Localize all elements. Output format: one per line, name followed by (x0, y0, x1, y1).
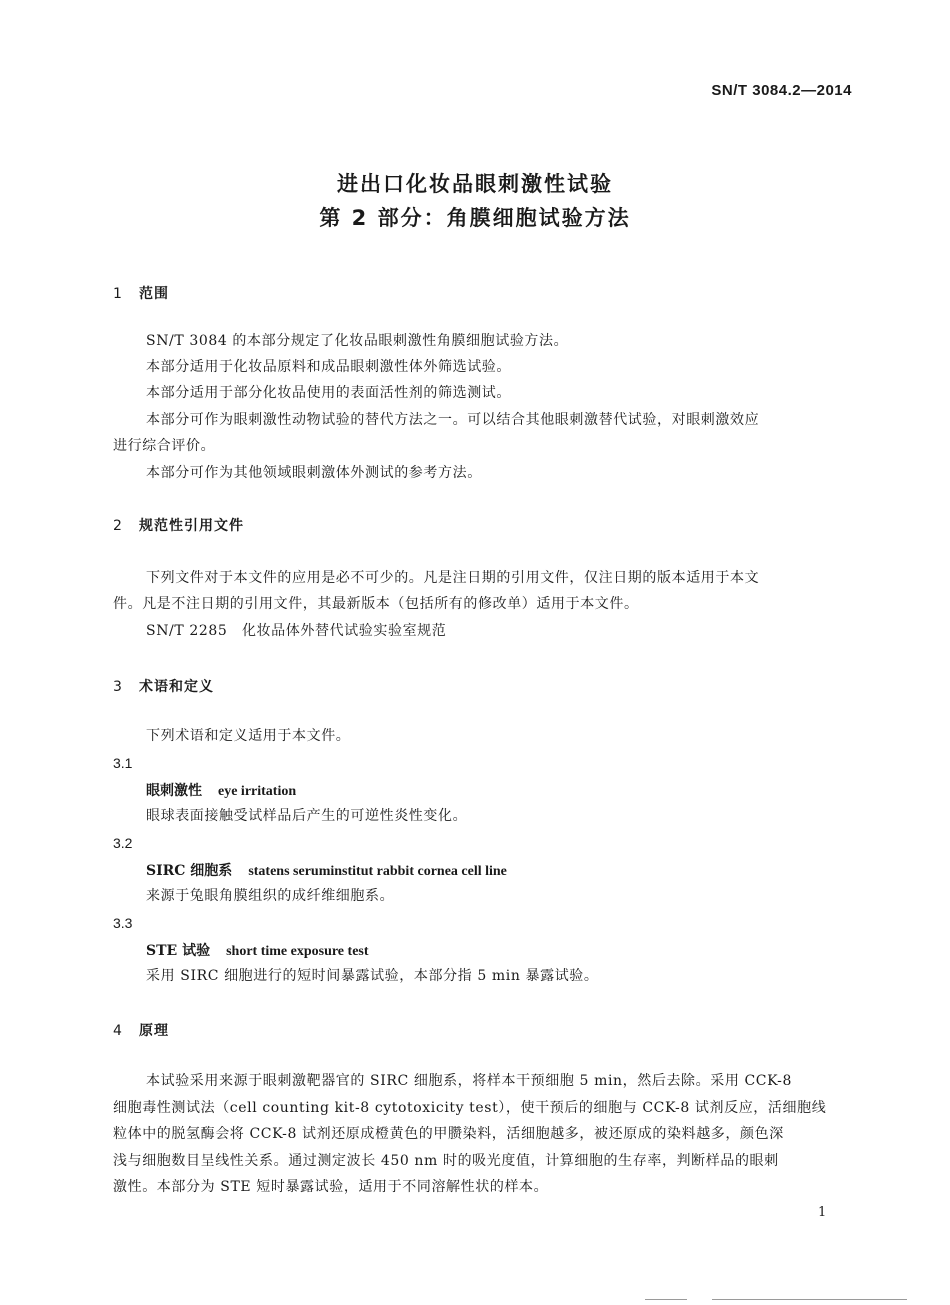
section-number: 2 (113, 518, 123, 534)
paragraph-continuation: 细胞毒性测试法（cell counting kit-8 cytotoxicity test），使干预后的细胞与 CCK-8 试剂反应，活细胞线 (113, 1100, 827, 1116)
term-zh: STE 试验 (146, 943, 211, 959)
section-title: 术语和定义 (139, 679, 214, 695)
paragraph: 本试验采用来源于眼刺激靶器官的 SIRC 细胞系，将样本干预细胞 5 min，然后去除。采用 CCK-8 (146, 1073, 793, 1089)
term-en: statens seruminstitut rabbit cornea cell line (248, 864, 507, 879)
paragraph: SN/T 3084 的本部分规定了化妆品眼刺激性角膜细胞试验方法。 (146, 333, 569, 349)
paragraph: 本部分可作为其他领域眼刺激体外测试的参考方法。 (146, 465, 482, 481)
paragraph-continuation: 进行综合评价。 (113, 438, 216, 454)
term-en: eye irritation (218, 784, 297, 799)
section-number: 1 (113, 286, 123, 302)
term-heading (146, 940, 369, 960)
term-heading (146, 780, 296, 800)
reference-item: SN/T 2285 化妆品体外替代试验实验室规范 (146, 623, 447, 639)
paragraph-continuation: 件。凡是不注日期的引用文件，其最新版本（包括所有的修改单）适用于本文件。 (113, 596, 639, 612)
bottom-rule (645, 1299, 687, 1300)
section-1-heading (113, 283, 169, 303)
standard-code: SN/T 3084.2—2014 (711, 82, 852, 99)
term-en: short time exposure test (226, 944, 369, 959)
term-zh: 眼刺激性 (146, 783, 202, 799)
term-number: 3.3 (113, 915, 133, 931)
section-number: 3 (113, 679, 123, 695)
term-definition: 采用 SIRC 细胞进行的短时间暴露试验，本部分指 5 min 暴露试验。 (146, 968, 599, 984)
paragraph-continuation: 激性。本部分为 STE 短时暴露试验，适用于不同溶解性状的样本。 (113, 1179, 549, 1195)
paragraph: 本部分适用于化妆品原料和成品眼刺激性体外筛选试验。 (146, 359, 511, 375)
section-title: 范围 (139, 286, 169, 302)
page-number: 1 (818, 1205, 827, 1220)
section-3-heading (113, 676, 214, 696)
section-number: 4 (113, 1023, 123, 1039)
term-definition: 眼球表面接触受试样品后产生的可逆性炎性变化。 (146, 808, 468, 824)
term-number: 3.2 (113, 835, 133, 851)
term-number: 3.1 (113, 755, 133, 771)
term-zh: SIRC 细胞系 (146, 863, 233, 879)
section-4-heading (113, 1020, 169, 1040)
document-title-line-1: 进出口化妆品眼刺激性试验 (337, 172, 613, 196)
paragraph-continuation: 粒体中的脱氢酶会将 CCK-8 试剂还原成橙黄色的甲臜染料，活细胞越多，被还原成的染料越多，颜色深 (113, 1126, 784, 1142)
document-title-line-2: 第 2 部分：角膜细胞试验方法 (319, 206, 631, 230)
section-title: 原理 (139, 1023, 169, 1039)
term-heading (146, 860, 507, 880)
paragraph-continuation: 浅与细胞数目呈线性关系。通过测定波长 450 nm 时的吸光度值，计算细胞的生存率，判断样品的眼刺 (113, 1153, 779, 1169)
section-title: 规范性引用文件 (139, 518, 244, 534)
paragraph: 下列术语和定义适用于本文件。 (146, 728, 351, 744)
section-2-heading (113, 515, 244, 535)
paragraph: 下列文件对于本文件的应用是必不可少的。凡是注日期的引用文件，仅注日期的版本适用于本文 (146, 570, 760, 586)
bottom-rule (712, 1299, 907, 1300)
paragraph: 本部分可作为眼刺激性动物试验的替代方法之一。可以结合其他眼刺激替代试验，对眼刺激效应 (146, 412, 760, 428)
paragraph: 本部分适用于部分化妆品使用的表面活性剂的筛选测试。 (146, 385, 511, 401)
term-definition: 来源于兔眼角膜组织的成纤维细胞系。 (146, 888, 395, 904)
